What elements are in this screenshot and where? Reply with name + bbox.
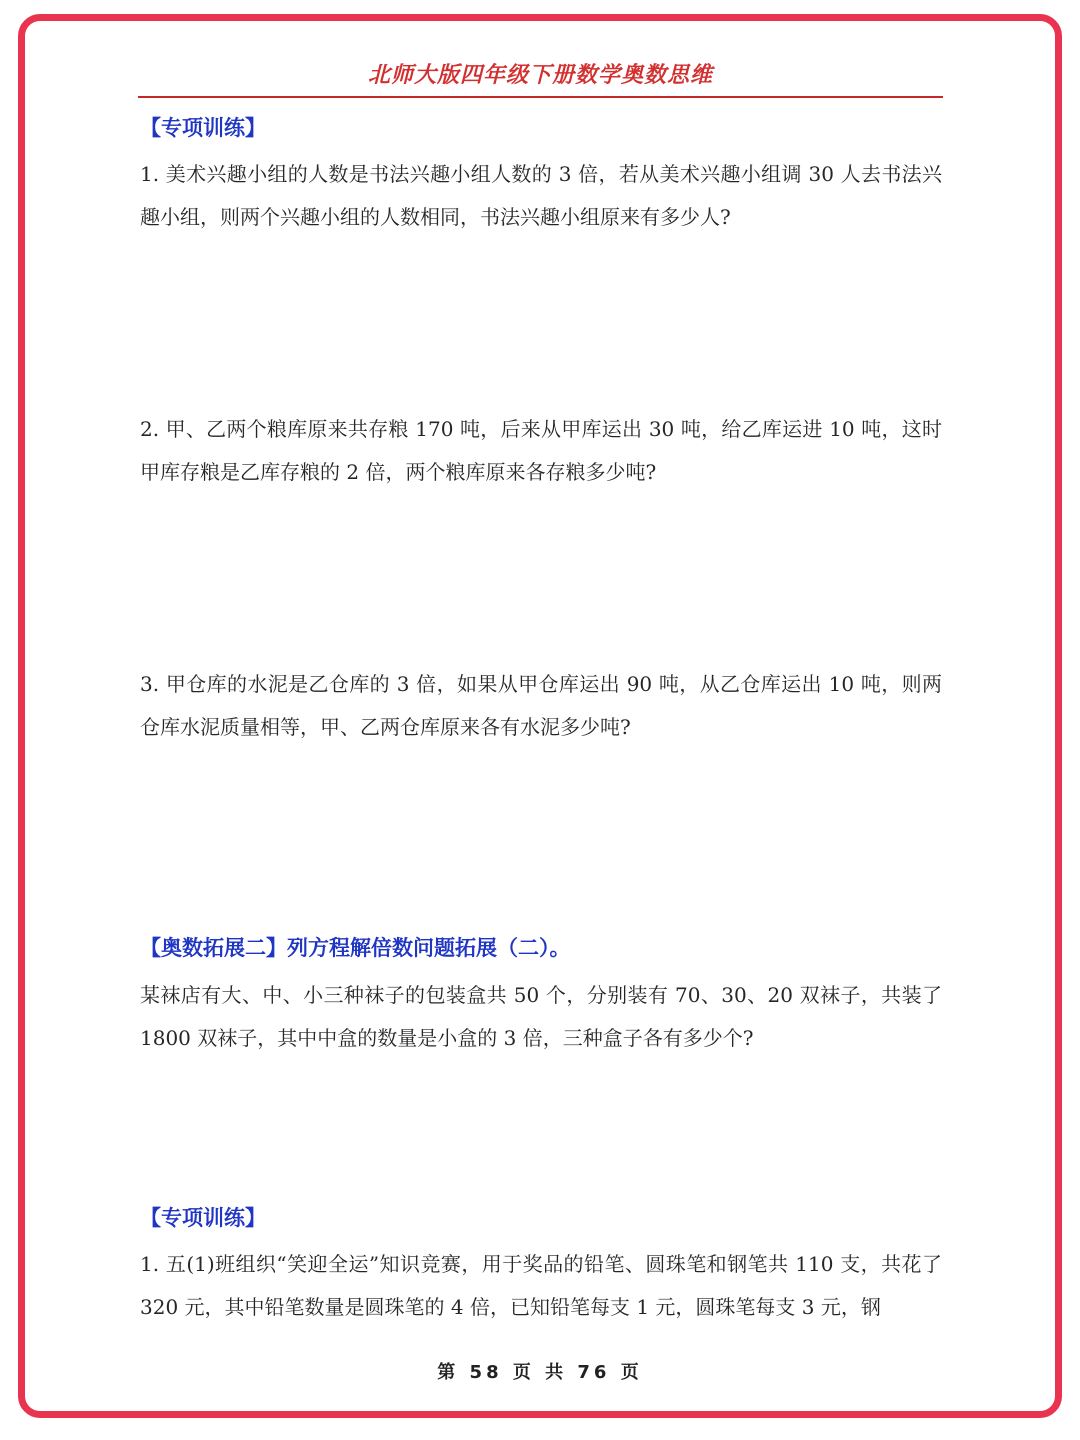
training-problem-1: 1. 五(1)班组织“笑迎全运”知识竞赛，用于奖品的铅笔、圆珠笔和钢笔共 110 支，共花了 320 元，其中铅笔数量是圆珠笔的 4 倍，已知铅笔每支 1 元，圆珠笔每支 3 元，钢 — [140, 1252, 942, 1319]
section-heading-special-training-2: 【专项训练】 — [140, 1206, 266, 1230]
header-title: 北师大版四年级下册数学奥数思维 — [367, 62, 713, 88]
page-number: 第 58 页 共 76 页 — [437, 1362, 643, 1383]
problem-2: 2. 甲、乙两个粮库原来共存粮 170 吨，后来从甲库运出 30 吨，给乙库运进 10 吨，这时甲库存粮是乙库存粮的 2 倍，两个粮库原来各存粮多少吨? — [140, 417, 942, 484]
section-heading-olympiad-extension: 【奥数拓展二】列方程解倍数问题拓展（二）。 — [140, 936, 571, 960]
section-heading-special-training: 【专项训练】 — [140, 116, 266, 140]
problem-1: 1. 美术兴趣小组的人数是书法兴趣小组人数的 3 倍，若从美术兴趣小组调 30 人去书法兴趣小组，则两个兴趣小组的人数相同，书法兴趣小组原来有多少人? — [140, 162, 942, 229]
problem-3: 3. 甲仓库的水泥是乙仓库的 3 倍，如果从甲仓库运出 90 吨，从乙仓库运出 10 吨，则两仓库水泥质量相等，甲、乙两仓库原来各有水泥多少吨? — [140, 672, 942, 739]
extension-problem: 某袜店有大、中、小三种袜子的包装盒共 50 个，分别装有 70、30、20 双袜子，共装了 1800 双袜子，其中中盒的数量是小盒的 3 倍，三种盒子各有多少个? — [140, 983, 942, 1050]
page-header — [138, 56, 943, 98]
